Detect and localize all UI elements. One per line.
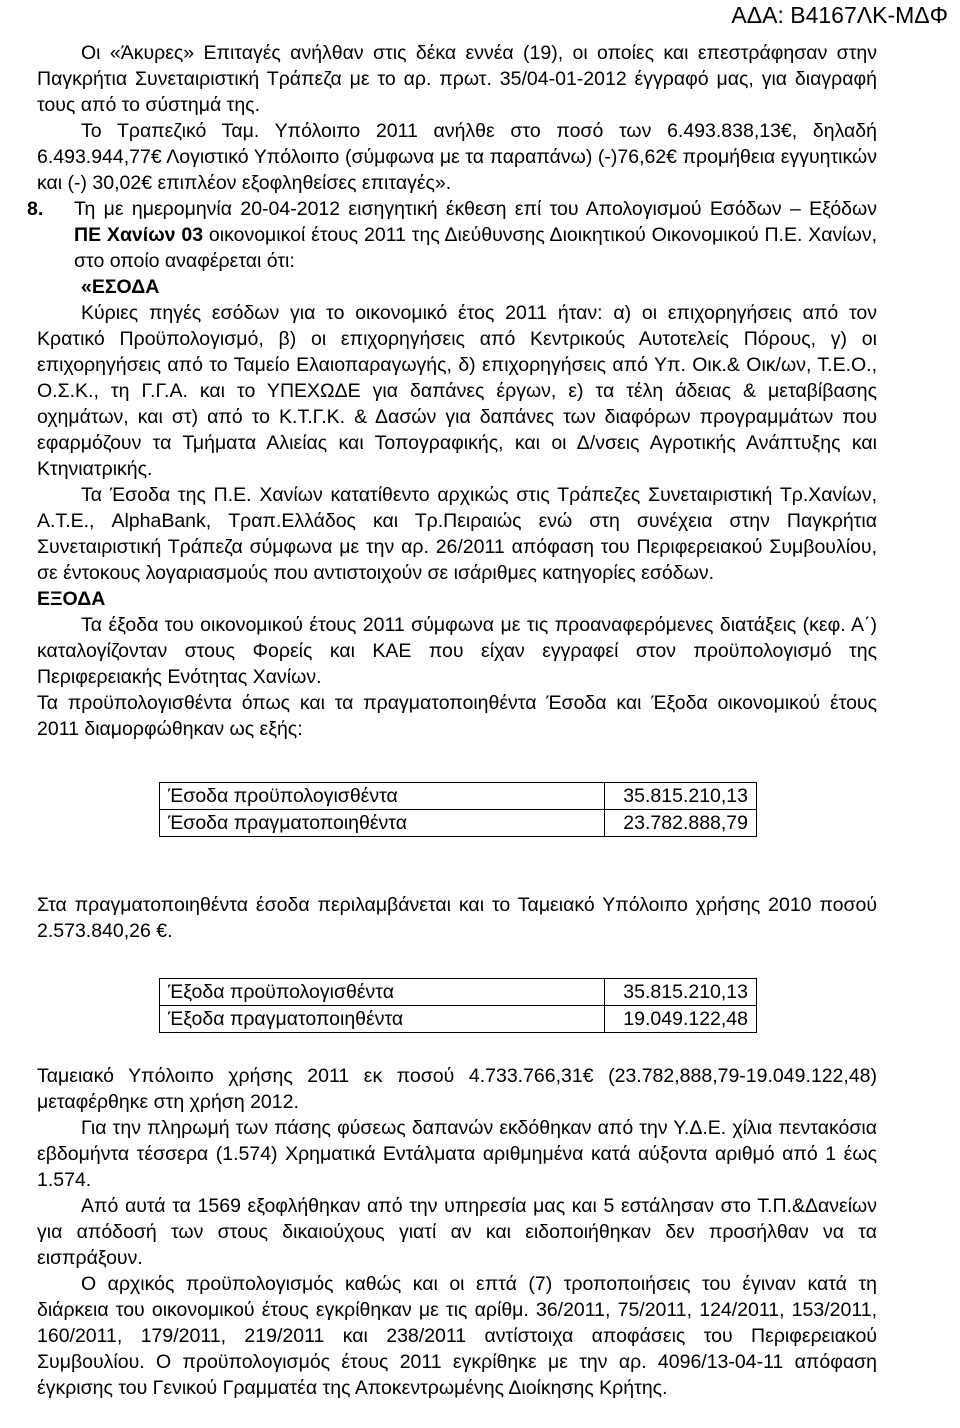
table-row xyxy=(160,979,757,1006)
paragraph-esoda-2: Τα Έσοδα της Π.Ε. Χανίων κατατίθεντο αρχικώς στις Τράπεζες Συνεταιριστική Τρ.Χανίων, Α.Τ.Ε., AlphaBank, Τραπ.Ελλάδος και Τρ.Πειραιώς ενώ στη συνέχεια στην Παγκρήτια Συνεταιριστική Τράπεζα σύμφωνα με την αρ. 26/2011 απόφαση του Περιφερειακού Συμβουλίου, σε έντοκους λογαριασμούς που αντιστοιχούν σε ισάριθμες κατηγορίες εσόδων. xyxy=(37,484,877,584)
heading-esoda-text: «ΕΣΟΔΑ xyxy=(81,276,160,298)
item-number: 8. xyxy=(27,198,44,220)
table-cell-label: Έξοδα προϋπολογισθέντα xyxy=(160,979,605,1006)
paragraph-akyres: Οι «Άκυρες» Επιταγές ανήλθαν στις δέκα εννέα (19), οι οποίες και επεστράφησαν στην Παγκρήτια Συνεταιριστική Τράπεζα με το αρ. πρωτ. 35/04-01-2012 έγγραφό μας, για διαγραφή τους από το σύστημά της. xyxy=(37,42,877,116)
item-8-text-before: Τη με ημερομηνία 20-04-2012 εισηγητική έκθεση επί του Απολογισμού Εσόδων – Εξόδων xyxy=(74,198,877,220)
paragraph-tameiako-2010: Στα πραγματοποιηθέντα έσοδα περιλαμβάνεται και το Ταμειακό Υπόλοιπο χρήσης 2010 ποσού 2.573.840,26 €. xyxy=(37,894,877,942)
paragraph-tameiako-2011: Ταμειακό Υπόλοιπο χρήσης 2011 εκ ποσού 4.733.766,31€ (23.782,888,79-19.049.122,48) μεταφέρθηκε στη χρήση 2012. xyxy=(37,1065,877,1113)
table-esoda xyxy=(159,782,757,837)
table-cell-label: Έσοδα προϋπολογισθέντα xyxy=(160,783,605,810)
paragraph-esoda-1: Κύριες πηγές εσόδων για το οικονομικό έτος 2011 ήταν: α) οι επιχορηγήσεις από τον Κρατικό Προϋπολογισμό, β) οι επιχορηγήσεις από Κεντρικούς Αυτοτελείς Πόρους, γ) οι επιχορηγήσεις από το Ταμείο Ελαιοπαραγωγής, δ) επιχορηγήσεις από Υπ. Οικ.& Οικ/ων, Τ.Ε.Ο., Ο.Σ.Κ., τη Γ.Γ.Α. και το ΥΠΕΧΩΔΕ για δαπάνες έργων, ε) τα τέλη άδειας & μεταβίβασης οχημάτων, και στ) από το Κ.Τ.Γ.Κ. & Δασών για δαπάνες των διαφόρων προγραμμάτων που εφαρμόζουν τα Τμήματα Αλιείας και Τοπογραφικής, και οι Δ/νσεις Αγροτικής Ανάπτυξης και Κτηνιατρικής. xyxy=(37,302,877,480)
paragraph-exoflithikan: Από αυτά τα 1569 εξοφλήθηκαν από την υπηρεσία μας και 5 εστάλησαν στο Τ.Π.&Δανείων για απόδοσή των στους δικαιούχους γιατί αν και ειδοποιήθηκαν δεν προσήλθαν να τα εισπράξουν. xyxy=(37,1195,877,1269)
heading-exoda-text: ΕΞΟΔΑ xyxy=(37,588,106,610)
table-exoda xyxy=(159,978,757,1033)
table-cell-value: 35.815.210,13 xyxy=(605,979,757,1006)
paragraph-exoda-1: Τα έξοδα του οικονομικού έτους 2011 σύμφωνα με τις προαναφερόμενες διατάξεις (κεφ. Α΄) καταλογίζονταν στους Φορείς και ΚΑΕ που είχαν εγγραφεί στον προϋπολογισμό της Περιφερειακής Ενότητας Χανίων. xyxy=(37,614,877,688)
table-cell-value: 35.815.210,13 xyxy=(605,783,757,810)
table-row xyxy=(160,810,757,837)
item-8 xyxy=(27,196,877,274)
item-8-text-after: οικονομικοί έτους 2011 της Διεύθυνσης Διοικητικού Οικονομικού Π.Ε. Χανίων, στο οποίο αναφέρεται ότι: xyxy=(74,224,877,272)
table-row xyxy=(160,783,757,810)
heading-exoda xyxy=(37,586,877,612)
document-body xyxy=(27,40,877,1401)
table-cell-value: 23.782.888,79 xyxy=(605,810,757,837)
table-cell-value: 19.049.122,48 xyxy=(605,1006,757,1033)
item-8-text xyxy=(74,196,877,274)
ada-code: ΑΔΑ: Β4167ΛΚ-ΜΔΦ xyxy=(731,2,948,28)
table-row xyxy=(160,1006,757,1033)
paragraph-exoda-2: Τα προϋπολογισθέντα όπως και τα πραγματοποιηθέντα Έσοδα και Έξοδα οικονομικού έτους 2011 διαμορφώθηκαν ως εξής: xyxy=(37,692,877,740)
item-8-bold: ΠΕ Χανίων 03 xyxy=(74,224,204,246)
paragraph-proypologismos: Ο αρχικός προϋπολογισμός καθώς και οι επτά (7) τροποποιήσεις του έγιναν κατά τη διάρκεια του οικονομικού έτους εγκρίθηκαν με τις αρίθμ. 36/2011, 75/2011, 124/2011, 153/2011, 160/2011, 179/2011, 219/2011 και 238/2011 αντίστοιχα αποφάσεις του Περιφερειακού Συμβουλίου. Ο προϋπολογισμός έτους 2011 εγκρίθηκε με την αρ. 4096/13-04-11 απόφαση έγκρισης του Γενικού Γραμματέα της Αποκεντρωμένης Διοίκησης Κρήτης. xyxy=(37,1273,877,1399)
paragraph-trapeziko-ypoloipo: Το Τραπεζικό Ταμ. Υπόλοιπο 2011 ανήλθε στο ποσό των 6.493.838,13€, δηλαδή 6.493.944,77€ Λογιστικό Υπόλοιπο (σύμφωνα με τα παραπάνω) (-)76,62€ προμήθεια εγγυητικών και (-) 30,02€ επιπλέον εξοφληθείσες επιταγές». xyxy=(37,120,877,194)
table-cell-label: Έσοδα πραγματοποιηθέντα xyxy=(160,810,605,837)
heading-esoda xyxy=(37,274,877,300)
table-cell-label: Έξοδα πραγματοποιηθέντα xyxy=(160,1006,605,1033)
paragraph-entalmata: Για την πληρωμή των πάσης φύσεως δαπανών εκδόθηκαν από την Υ.Δ.Ε. χίλια πεντακόσια εβδομήντα τέσσερα (1.574) Χρηματικά Εντάλματα αριθμημένα κατά αύξοντα αριθμό από 1 έως 1.574. xyxy=(37,1117,877,1191)
